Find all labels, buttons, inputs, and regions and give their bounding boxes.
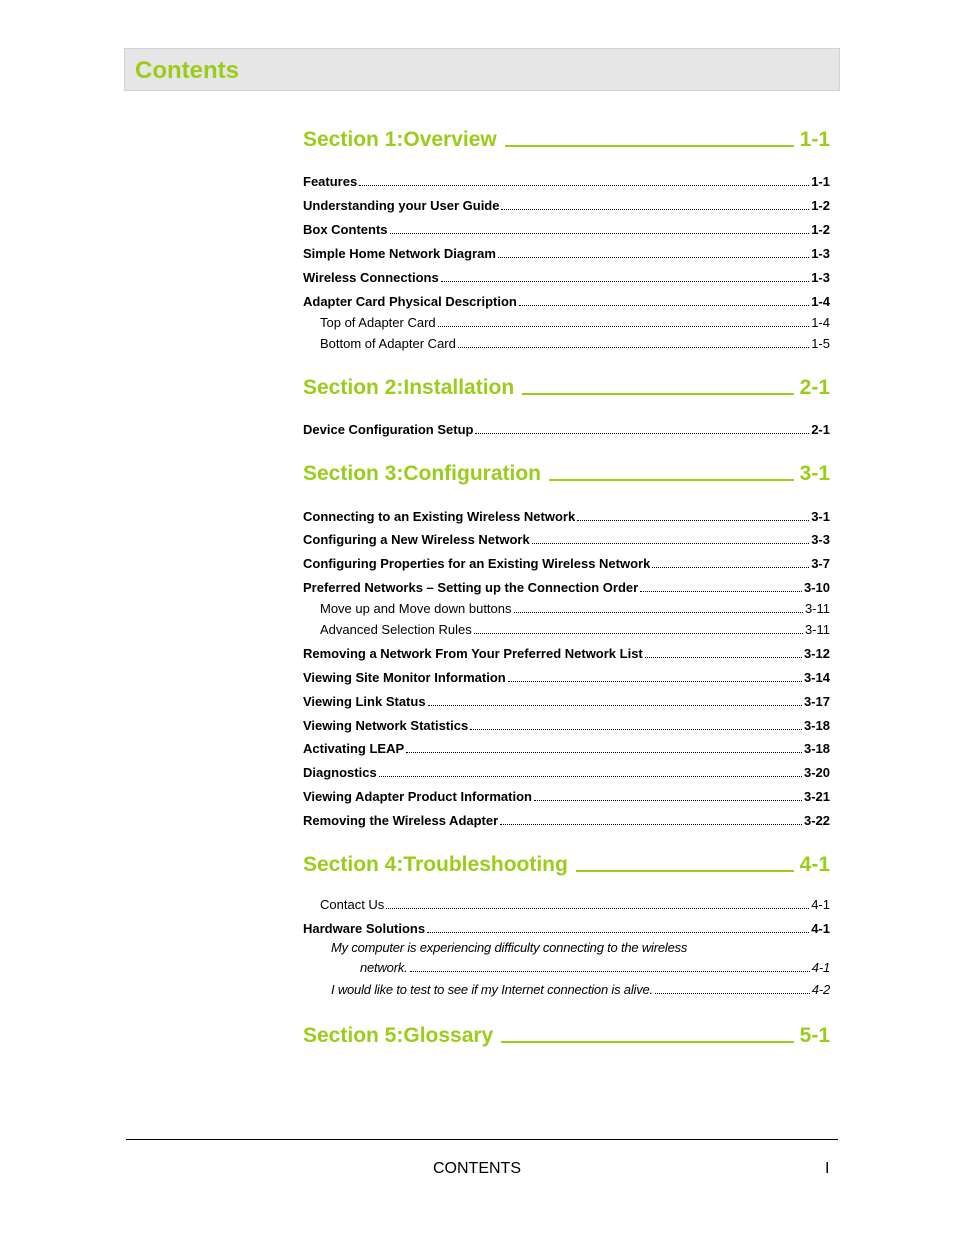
dot-leader: [441, 280, 810, 282]
toc-entry-page: 4-1: [811, 897, 830, 912]
toc-entry-label: Configuring a New Wireless Network: [303, 532, 530, 547]
dot-leader: [427, 931, 809, 933]
section-2-heading[interactable]: [303, 372, 830, 400]
toc-entry-label: Device Configuration Setup: [303, 422, 474, 437]
toc-entry-page: 3-1: [811, 509, 830, 524]
dot-leader: [470, 728, 802, 730]
dot-leader: [474, 632, 803, 634]
section-title: Section 3:Configuration: [303, 462, 541, 485]
dot-leader: [508, 680, 802, 682]
dot-leader: [406, 751, 802, 753]
toc-entry[interactable]: [303, 715, 830, 733]
toc-entry-label: Simple Home Network Diagram: [303, 246, 496, 261]
section-underline: [549, 479, 794, 481]
footer-label: CONTENTS: [433, 1160, 521, 1177]
toc-entry-label: Advanced Selection Rules: [320, 622, 472, 637]
dot-leader: [655, 992, 810, 994]
dot-leader: [640, 590, 802, 592]
dot-leader: [386, 907, 809, 909]
section-title: Section 1:Overview: [303, 128, 497, 151]
toc-entry-page: 3-10: [803, 580, 830, 595]
toc-entry-page: 4-2: [811, 982, 830, 997]
dot-leader: [438, 325, 810, 327]
toc-entry[interactable]: [303, 643, 830, 661]
toc-subentry[interactable]: [320, 312, 830, 330]
dot-leader: [500, 823, 802, 825]
toc-entry-label: Contact Us: [320, 897, 385, 912]
footer-page-number: I: [825, 1160, 830, 1177]
dot-leader: [390, 232, 810, 234]
toc-entry[interactable]: [303, 219, 830, 237]
dot-leader: [501, 208, 809, 210]
section-page: 3-1: [799, 462, 830, 485]
toc-entry[interactable]: [303, 577, 830, 595]
toc-entry-page: 4-1: [811, 960, 830, 975]
toc-entry-label: Diagnostics: [303, 765, 377, 780]
toc-entry-page: 3-11: [804, 622, 830, 637]
toc-entry-label: Hardware Solutions: [303, 921, 426, 936]
toc-entry-label: Understanding your User Guide: [303, 198, 500, 213]
toc-entry[interactable]: [303, 667, 830, 685]
dot-leader: [532, 542, 810, 544]
section-title: Section 2:Installation: [303, 376, 515, 399]
contents-header-bar: [124, 48, 840, 91]
dot-leader: [652, 566, 809, 568]
toc-entry-label: Connecting to an Existing Wireless Network: [303, 509, 576, 524]
toc-entry-page: 3-18: [803, 741, 830, 756]
toc-entry-label: Removing a Network From Your Preferred Network List: [303, 646, 643, 661]
toc-entry-page: 3-7: [811, 556, 830, 571]
toc-entry-page: 1-2: [811, 198, 830, 213]
section-page: 5-1: [799, 1024, 830, 1047]
toc-subsubentry-line2[interactable]: [360, 957, 830, 975]
toc-entry-label: I would like to test to see if my Internet connection is alive.: [331, 982, 653, 997]
toc-entry-page: 1-2: [811, 222, 830, 237]
section-underline: [501, 1041, 793, 1043]
dot-leader: [645, 656, 802, 658]
page-title: Contents: [135, 57, 239, 84]
toc-entry[interactable]: [303, 243, 830, 261]
section-3-heading[interactable]: [303, 458, 830, 486]
toc-entry-label: Wireless Connections: [303, 270, 439, 285]
section-page: 1-1: [799, 128, 830, 151]
section-underline: [505, 145, 794, 147]
toc-entry-page: 3-18: [803, 718, 830, 733]
toc-entry-label: Activating LEAP: [303, 741, 405, 756]
toc-entry-page: 1-4: [811, 294, 830, 309]
dot-leader: [534, 799, 802, 801]
toc-entry-label: Viewing Site Monitor Information: [303, 670, 506, 685]
toc-entry[interactable]: [303, 553, 830, 571]
section-5-heading[interactable]: [303, 1020, 830, 1048]
toc-entry-page: 4-1: [811, 921, 830, 936]
dot-leader: [458, 346, 809, 348]
toc-entry[interactable]: [303, 918, 830, 936]
toc-entry-page: 1-3: [811, 270, 830, 285]
section-page: 4-1: [799, 853, 830, 876]
toc-entry-label: Removing the Wireless Adapter: [303, 813, 499, 828]
toc-subentry[interactable]: [320, 619, 830, 637]
section-1-heading[interactable]: [303, 124, 830, 152]
toc-entry-label: Bottom of Adapter Card: [320, 336, 456, 351]
dot-leader: [577, 519, 809, 521]
toc-entry-page: 2-1: [811, 422, 830, 437]
toc-entry-label: Move up and Move down buttons: [320, 601, 512, 616]
toc-entry-page: 3-17: [803, 694, 830, 709]
toc-entry-label: Viewing Link Status: [303, 694, 426, 709]
section-4-heading[interactable]: [303, 849, 830, 877]
toc-entry[interactable]: [303, 171, 830, 189]
toc-entry[interactable]: [303, 291, 830, 309]
toc-entry-page: 1-5: [811, 336, 830, 351]
section-title: Section 4:Troubleshooting: [303, 853, 568, 876]
toc-entry[interactable]: [303, 738, 830, 756]
section-underline: [522, 393, 793, 395]
toc-entry-label: Viewing Network Statistics: [303, 718, 469, 733]
toc-subsubentry[interactable]: [331, 979, 830, 997]
toc-entry-page: 3-21: [803, 789, 830, 804]
toc-entry[interactable]: [303, 529, 830, 547]
toc-entry-label: Features: [303, 174, 358, 189]
toc-entry-page: 3-22: [803, 813, 830, 828]
toc-entry-page: 3-12: [803, 646, 830, 661]
toc-entry-label: Top of Adapter Card: [320, 315, 436, 330]
section-underline: [576, 870, 794, 872]
dot-leader: [410, 970, 810, 972]
toc-entry-label: Adapter Card Physical Description: [303, 294, 517, 309]
toc-entry[interactable]: [303, 691, 830, 709]
section-title: Section 5:Glossary: [303, 1024, 494, 1047]
toc-entry[interactable]: [303, 267, 830, 285]
section-page: 2-1: [799, 376, 830, 399]
dot-leader: [428, 704, 802, 706]
toc-subentry[interactable]: [320, 333, 830, 351]
toc-entry-label: network.: [360, 960, 408, 975]
toc-entry[interactable]: [303, 810, 830, 828]
toc-entry-page: 3-11: [804, 601, 830, 616]
toc-entry[interactable]: [303, 786, 830, 804]
toc-entry-label: Configuring Properties for an Existing Wireless Network: [303, 556, 651, 571]
toc-entry-label: Preferred Networks – Setting up the Connection Order: [303, 580, 639, 595]
toc-entry[interactable]: [303, 762, 830, 780]
dot-leader: [514, 611, 803, 613]
toc-entry-page: 1-3: [811, 246, 830, 261]
toc-entry-page: 3-20: [803, 765, 830, 780]
toc-entry-page: 1-1: [811, 174, 830, 189]
toc-subsubentry-line1[interactable]: [331, 940, 830, 956]
dot-leader: [359, 184, 809, 186]
toc-entry-page: 1-4: [811, 315, 830, 330]
dot-leader: [498, 256, 809, 258]
dot-leader: [379, 775, 802, 777]
toc-entry[interactable]: [303, 419, 830, 437]
toc-entry-page: 3-14: [803, 670, 830, 685]
toc-entry-label: My computer is experiencing difficulty connecting to the wireless: [331, 940, 688, 955]
toc-entry-page: 3-3: [811, 532, 830, 547]
toc-entry-label: Viewing Adapter Product Information: [303, 789, 532, 804]
toc-entry-label: Box Contents: [303, 222, 388, 237]
dot-leader: [475, 432, 809, 434]
toc-subentry[interactable]: [320, 598, 830, 616]
toc-entry[interactable]: [303, 195, 830, 213]
footer-divider: [126, 1139, 838, 1140]
toc-entry[interactable]: [303, 506, 830, 524]
toc-subentry[interactable]: [320, 894, 830, 912]
dot-leader: [519, 304, 809, 306]
